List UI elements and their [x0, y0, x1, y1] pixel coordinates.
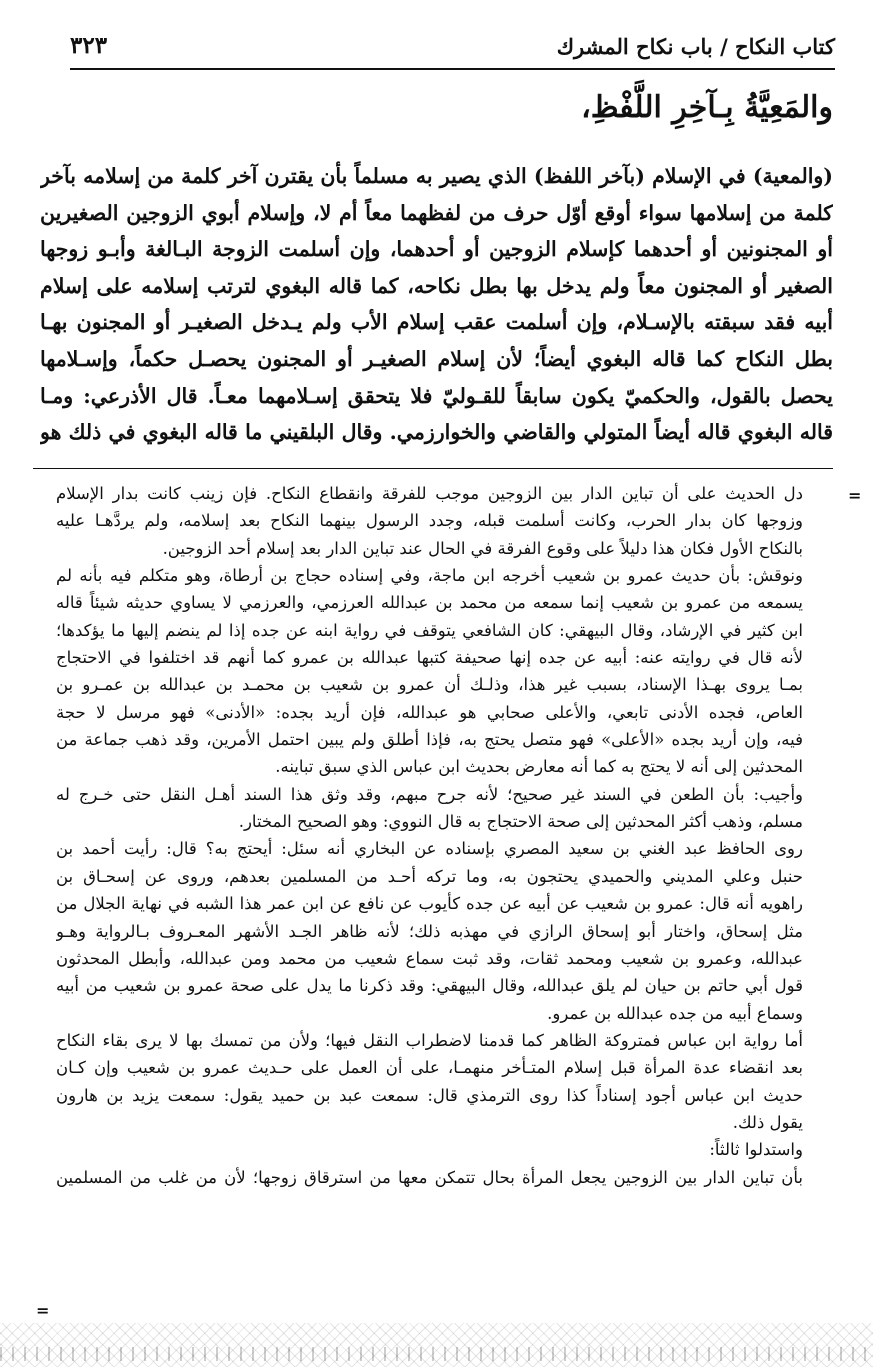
footnote-separator — [33, 468, 833, 469]
footnote-line: راهويه أنه قال: عمرو بن شعيب عن أبيه عن جده كأيوب عن نافع عن ابن عمر هذا الشبه في نهاية الجلال من — [56, 894, 803, 914]
footnote-line: بالنكاح الأول فكان هذا دليلاً على وقوع الفرقة في الحال عند تباين الدار بعد إسلام أحد الزوجين. — [162, 538, 803, 558]
continuation-mark-bottom: = — [36, 1301, 50, 1320]
footnote-line: يسمعه من عمرو بن شعيب إنما سمعه من محمد بن عبدالله العرزمي، والعرزمي لا يساوي حديثه شيئاً قاله — [56, 593, 803, 613]
page-number: ٣٢٣ — [70, 32, 108, 59]
footnote-line: يقول ذلك. — [732, 1112, 803, 1132]
commentary-text — [40, 158, 833, 451]
commentary-line: (والمعية) في الإسلام (بآخر اللفظ) الذي يصير به مسلماً بأن يقترن آخر كلمة من إسلامه بآخر — [40, 164, 833, 188]
footnote-line: ابن كثير في الإرشاد، وقال البيهقي: كان الشافعي يتوقف في رواية ابنه عن جده إذا لم ينضم إليها ما يؤكدها؛ — [56, 620, 803, 640]
footnote-line: وسماع أبيه من جده عبدالله بن عمرو. — [547, 1003, 803, 1023]
ornament-pattern — [0, 1347, 873, 1361]
footnote-line: واستدلوا ثالثاً: — [709, 1140, 803, 1160]
commentary-line: كلمة من إسلامها سواء أوقع أوّل حرف من لفظهما معاً أم لا، وإسلام أبوي الزوجين الصغيرين — [40, 200, 833, 225]
footnote-text — [56, 480, 803, 1191]
footnote-line: ونوقش: بأن حديث عمرو بن شعيب أخرجه ابن ماجة، وفي إسناده حجاج بن أرطاة، وهو متكلم فيه بأنه لم — [56, 566, 803, 586]
footnote-line: أما رواية ابن عباس فمتروكة الظاهر كما قدمنا لاضطراب النقل فيها؛ ولأن من تمسك بها لا يرى بقاء النكاح — [56, 1030, 803, 1050]
footnote-line: حنبل وعلي المديني والحميدي يحتجون به، وما تركه أحـد من المسلمين بعدهم، وروى عن إسحـاق بن — [56, 866, 803, 886]
commentary-line: يحصل بالقول، والحكميّ يكون سابقاً للقـوليّ فلا يتحقق إسـلامهما معـاً. قال الأذرعي: ومـا — [40, 383, 833, 408]
running-title: كتاب النكاح / باب نكاح المشرك — [556, 34, 835, 59]
page-header — [70, 20, 835, 68]
footnote-line: حديث ابن عباس أجود إسناداً كذا روى الترمذي قال: سمعت عبد بن حميد يقول: سمعت يزيد بن هارون — [56, 1085, 803, 1105]
footnote-line: وزوجها كان بدار الحرب، وكانت أسلمت قبله، وجدد الرسول بينهما النكاح بعد إسلامه، ولم يردَّهـا عليه — [56, 511, 803, 531]
commentary-line: أبيه فقد سبقته بالإسـلام، وإن أسلمت عقب إسلام الأب ولم يـدخل الصغيـر أو المجنون بهـا — [40, 310, 833, 335]
commentary-line: أو المجنونين أو أحدهما كإسلام الزوجين أو أحدهما، وإن أسلمت الزوجة البـالغة وأبـو زوجها — [40, 237, 833, 262]
footnote-line: عبدالله، وعمرو بن شعيب ومحمد ثقات، وقد ثبت سماع شعيب من محمد ومن عبدالله، وأبطل المحدثون — [56, 948, 803, 968]
header-rule — [70, 68, 835, 70]
footnote-line: مثل إسحاق، واختار أبو إسحاق الرازي في مهذبه ذلك؛ لأنه ظاهر الجـد الأشهر المعـروف بـالرواية وهـو — [56, 921, 803, 941]
footnote-line: بمـا يروى بهـذا الإسناد، بسبب غير هذا، وذلـك أن عمرو بن شعيب بن محمـد بن عبدالله بن عمـرو بن — [56, 675, 803, 695]
footnote-line: العاص، فجده الأدنى تابعي، والأعلى صحابي هو عبدالله، فإن أريد بجده: «الأدنى» فهو مرسل لا حجة — [56, 702, 803, 722]
commentary-line: قاله البغوي قاله أيضاً المتولي والقاضي والخوارزمي. وقال البلقيني ما قاله البغوي في ذلك هو — [40, 420, 833, 445]
commentary-line: الصغير أو المجنون معاً ولم يدخل بها بطل نكاحه، كما قاله البغوي لترتب إسلامه على إسلام — [40, 273, 833, 298]
footnote-line: لأنه قال في روايته عنه: أبيه عن جده إنها صحيفة كتبها عبدالله بن عمرو كما أنهم قد اختلفوا في الاحتجاج — [56, 648, 803, 668]
footnote-line: المحدثين إلى أنه لا يحتج به كما أنه معارض بحديث ابن عباس الذي سبق تباينه. — [275, 757, 803, 777]
footnote-line: بعد انقضاء عدة المرأة قبل إسلام المتـأخر منهمـا، على أن العمل على حـديث عمرو بن شعيب وإن كـان — [56, 1058, 803, 1078]
commentary-line: بطل النكاح كما قاله البغوي أيضاً؛ لأن إسلام الصغيـر أو المجنون يحصـل حكماً، وإسـلامها — [40, 346, 833, 371]
footnote-line: قول أبي حاتم بن حيان لم يلق عبدالله، وقال البيهقي: وقد ذكرنا ما يدل على صحة عمرو بن شعيب من أبيه — [56, 976, 803, 996]
footnote-line: روى الحافظ عبد الغني بن سعيد المصري بإسناده عن البخاري أنه سئل: أيحتج به؟ قال: رأيت أحمد بن — [56, 839, 803, 859]
footnote-line: وأجيب: بأن الطعن في السند غير صحيح؛ لأنه جرح مبهم، وقد وثق هذا السند أهـل النقل حتى خـرج له — [56, 784, 803, 804]
footnote-line: بأن تباين الدار بين الزوجين يجعل المرأة بحال تتمكن معها من استرقاق زوجها؛ لأن من غلب من المسلمين — [56, 1167, 803, 1187]
footnote-line: دل الحديث على أن تباين الدار بين الزوجين موجب للفرقة وانقطاع النكاح. فإن زينب كانت بدار الإسلام — [56, 484, 803, 503]
footnote-line: فيه، وإن أريد بجده «الأعلى» فهو متصل يحتج به، فإذا أطلق ولم يبين احتمل الأمرين، وقد ذهب جماعة من — [56, 730, 803, 750]
decorative-border — [0, 1323, 873, 1367]
matn-text: والمَعِيَّةُ بِـآخِرِ اللَّفْظِ، — [581, 90, 833, 125]
footnote-line: مسلم، وذهب أكثر المحدثين إلى صحة الاحتجاج به قال النووي: وهو الصحيح المختار. — [238, 812, 803, 832]
continuation-mark-top: = — [848, 486, 862, 505]
